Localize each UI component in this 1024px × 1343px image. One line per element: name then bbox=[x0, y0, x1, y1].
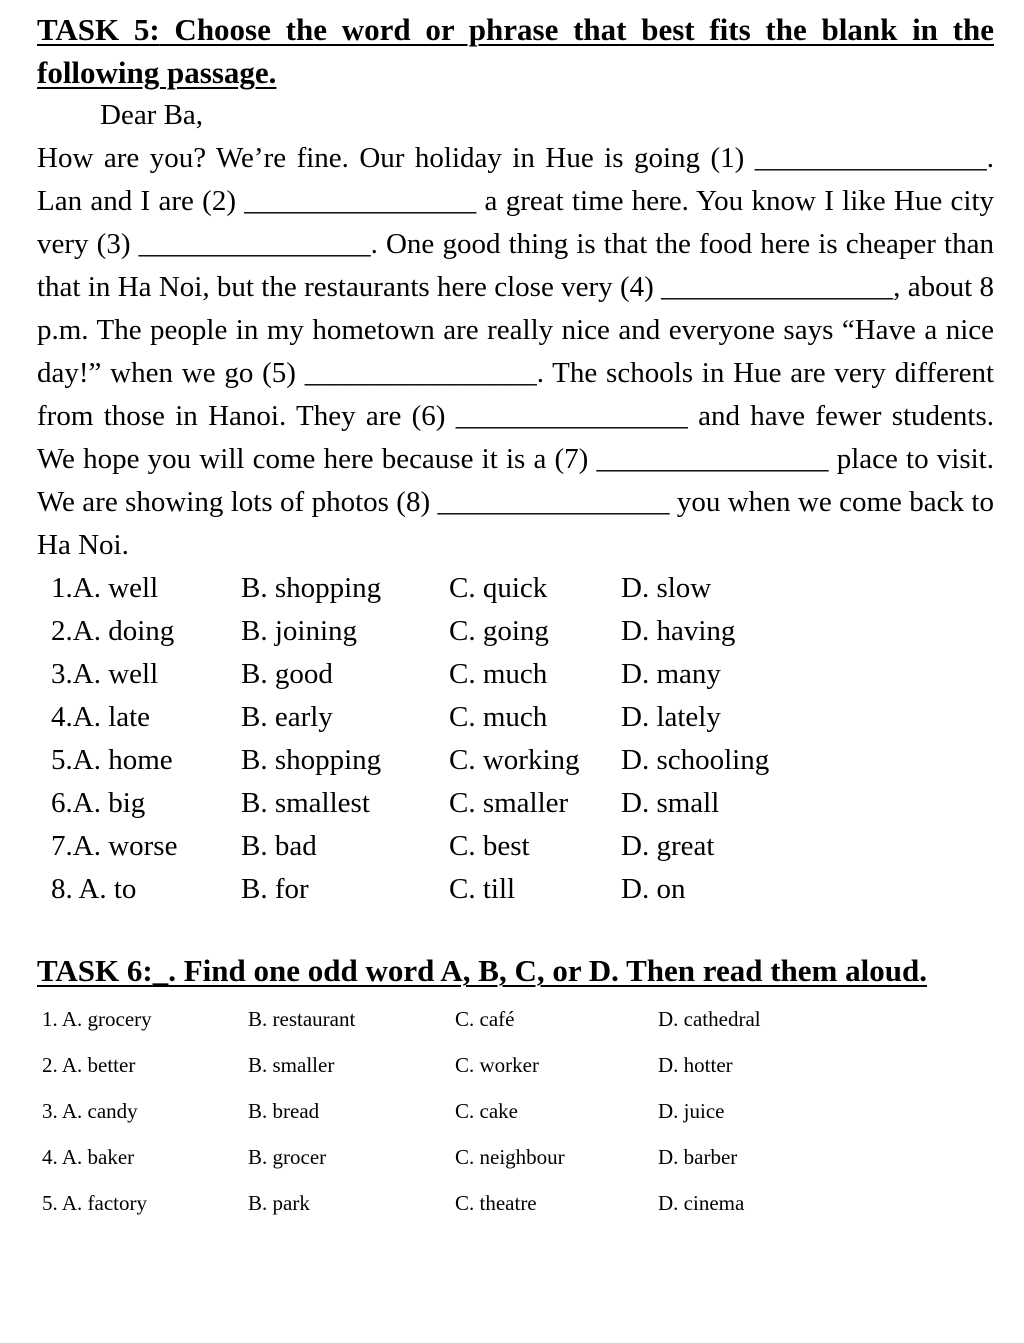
task5-heading-label: TASK 5: bbox=[37, 12, 160, 47]
task5-question-5 bbox=[51, 739, 994, 782]
task5-q7-option-a: 7.A. worse bbox=[51, 830, 178, 862]
task6-q2-option-b: B. smaller bbox=[248, 1053, 335, 1077]
task6-q5-option-a: 5. A. factory bbox=[42, 1191, 147, 1215]
task5-question-8 bbox=[51, 868, 994, 911]
task5-questions bbox=[37, 567, 994, 911]
task6-q2-option-a: 2. A. better bbox=[42, 1053, 136, 1077]
task6-q1-option-b: B. restaurant bbox=[248, 1007, 356, 1031]
task5-q7-option-d: D. great bbox=[621, 830, 715, 862]
task6-question-1 bbox=[42, 1006, 994, 1032]
task5-q2-option-b: B. joining bbox=[241, 615, 358, 647]
task6-heading-label: TASK 6: bbox=[37, 953, 153, 988]
task6-q3-option-a: 3. A. candy bbox=[42, 1099, 138, 1123]
task6-heading bbox=[37, 949, 994, 992]
task5-heading bbox=[37, 8, 994, 94]
task5-q2-option-c: C. going bbox=[449, 615, 549, 647]
task6-q3-option-c: C. cake bbox=[455, 1099, 518, 1123]
task6-q3-option-d: D. juice bbox=[658, 1099, 725, 1123]
task5-q8-option-d: D. on bbox=[621, 873, 686, 905]
task5-q4-option-c: C. much bbox=[449, 701, 548, 733]
task5-q6-option-b: B. smallest bbox=[241, 787, 370, 819]
task5-q6-option-a: 6.A. big bbox=[51, 787, 146, 819]
task5-q6-option-d: D. small bbox=[621, 787, 720, 819]
task5-q1-option-d: D. slow bbox=[621, 572, 712, 604]
task6-heading-text: _. Find one odd word A, B, C, or D. Then read them aloud. bbox=[152, 953, 927, 988]
task5-q5-option-b: B. shopping bbox=[241, 744, 382, 776]
task5-passage: How are you? We’re fine. Our holiday in Hue is going (1) ________________. Lan and I are (2) ________________ a great time here. You know I like Hue city very (3) ________________. One good thing is that the food here is cheaper than that in Ha Noi, but the restaurants here close very (4) ________________, about 8 p.m. The people in my hometown are really nice and everyone says “Have a nice day!” when we go (5) ________________. The schools in Hue are very different from those in Hanoi. They are (6) ________________ and have fewer students. We hope you will come here because it is a (7) ________________ place to visit. We are showing lots of photos (8) ________________ you when we come back to Ha Noi. bbox=[37, 142, 994, 561]
task5-q4-option-b: B. early bbox=[241, 701, 333, 733]
task5-q1-option-c: C. quick bbox=[449, 572, 548, 604]
task5-q4-option-d: D. lately bbox=[621, 701, 721, 733]
task5-q8-option-b: B. for bbox=[241, 873, 309, 905]
task5-q1-option-b: B. shopping bbox=[241, 572, 382, 604]
task5-q7-option-c: C. best bbox=[449, 830, 530, 862]
task5-q8-option-c: C. till bbox=[449, 873, 516, 905]
task5-q5-option-d: D. schooling bbox=[621, 744, 770, 776]
task5-question-2 bbox=[51, 610, 994, 653]
task6-q1-option-c: C. café bbox=[455, 1007, 515, 1031]
task5-q3-option-c: C. much bbox=[449, 658, 548, 690]
task6-q4-option-d: D. barber bbox=[658, 1145, 738, 1169]
task5-question-7 bbox=[51, 825, 994, 868]
task5-q5-option-a: 5.A. home bbox=[51, 744, 173, 776]
task6-q5-option-d: D. cinema bbox=[658, 1191, 745, 1215]
task6-q1-option-d: D. cathedral bbox=[658, 1007, 761, 1031]
task5-q4-option-a: 4.A. late bbox=[51, 701, 151, 733]
task6-q4-option-b: B. grocer bbox=[248, 1145, 327, 1169]
task6-q1-option-a: 1. A. grocery bbox=[42, 1007, 152, 1031]
task6-q5-option-b: B. park bbox=[248, 1191, 310, 1215]
task6-question-4 bbox=[42, 1144, 994, 1170]
task6-question-5 bbox=[42, 1190, 994, 1216]
task5-q2-option-d: D. having bbox=[621, 615, 736, 647]
task6-q2-option-d: D. hotter bbox=[658, 1053, 733, 1077]
task5-q6-option-c: C. smaller bbox=[449, 787, 569, 819]
task5-heading-text: Choose the word or phrase that best fits the blank in the following passage. bbox=[37, 12, 994, 90]
task6-q4-option-a: 4. A. baker bbox=[42, 1145, 135, 1169]
task5-q3-option-a: 3.A. well bbox=[51, 658, 159, 690]
task5-question-1 bbox=[51, 567, 994, 610]
task6-q3-option-b: B. bread bbox=[248, 1099, 320, 1123]
task5-q3-option-b: B. good bbox=[241, 658, 333, 690]
task5-q2-option-a: 2.A. doing bbox=[51, 615, 175, 647]
task6-q2-option-c: C. worker bbox=[455, 1053, 539, 1077]
task5-q5-option-c: C. working bbox=[449, 744, 580, 776]
task6-question-3 bbox=[42, 1098, 994, 1124]
task6-question-2 bbox=[42, 1052, 994, 1078]
task5-q1-option-a: 1.A. well bbox=[51, 572, 159, 604]
task5-question-3 bbox=[51, 653, 994, 696]
task6-q5-option-c: C. theatre bbox=[455, 1191, 537, 1215]
task5-question-6 bbox=[51, 782, 994, 825]
task5-q7-option-b: B. bad bbox=[241, 830, 317, 862]
task5-q3-option-d: D. many bbox=[621, 658, 721, 690]
task6-questions bbox=[37, 1006, 994, 1216]
task5-question-4 bbox=[51, 696, 994, 739]
task6-q4-option-c: C. neighbour bbox=[455, 1145, 565, 1169]
task5-salutation: Dear Ba, bbox=[100, 99, 204, 131]
task5-q8-option-a: 8. A. to bbox=[51, 873, 137, 905]
